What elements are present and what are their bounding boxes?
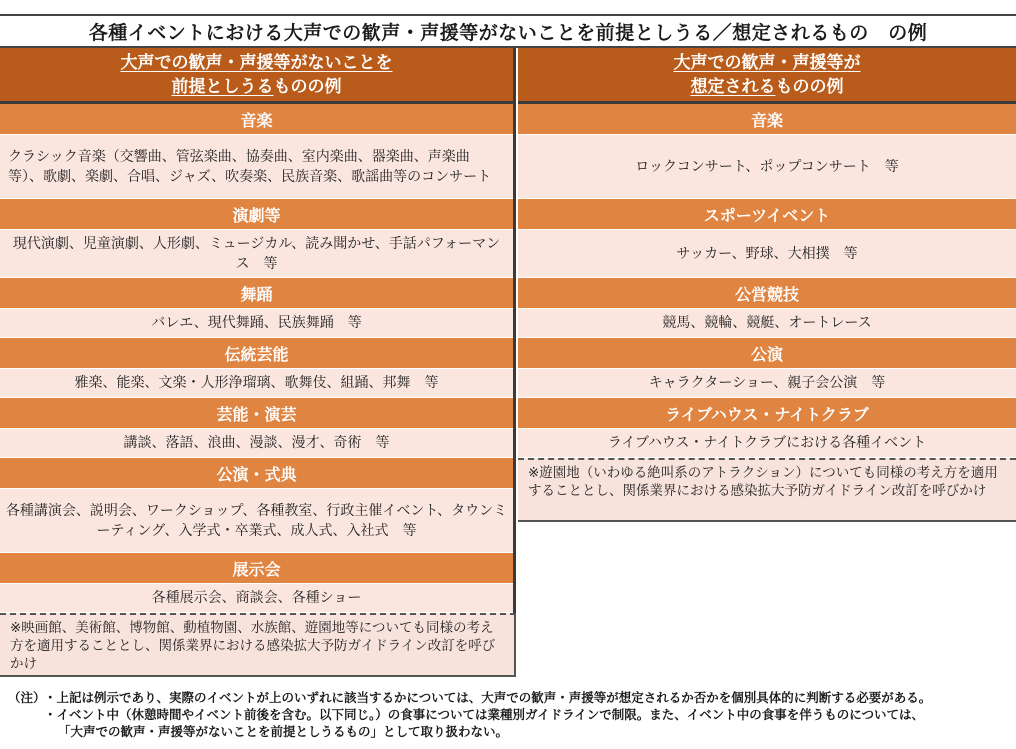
right-category-music: 音楽 bbox=[518, 104, 1016, 135]
left-items-dance: バレエ、現代舞踊、民族舞踊 等 bbox=[0, 309, 513, 338]
left-category-lectures-ceremonies: 公演・式典 bbox=[0, 458, 513, 489]
right-header-emphasis: 想定される bbox=[690, 76, 776, 97]
left-column-frame bbox=[0, 48, 516, 613]
left-category-exhibitions: 展示会 bbox=[0, 553, 513, 584]
left-category-entertainment: 芸能・演芸 bbox=[0, 398, 513, 429]
left-category-traditional-arts: 伝統芸能 bbox=[0, 338, 513, 369]
right-items-public-racing: 競馬、競輪、競艇、オートレース bbox=[518, 309, 1016, 338]
left-header-line1: 大声での歓声・声援等がないことを bbox=[120, 52, 393, 73]
footnote-line-3: 「大声での歓声・声援等がないことを前提としうるもの」として取り扱わない。 bbox=[58, 724, 509, 739]
left-category-dance: 舞踊 bbox=[0, 278, 513, 309]
footnote-line-2: ・イベント中（休憩時間やイベント前後を含む。以下同じ。）の食事については業種別ガイドラインで制限。また、イベント中の食事を伴うものについては、 bbox=[44, 707, 925, 722]
left-column bbox=[0, 48, 516, 677]
footnote-label: （注） bbox=[8, 690, 46, 705]
right-category-live-houses: ライブハウス・ナイトクラブ bbox=[518, 398, 1016, 429]
page-title: 各種イベントにおける大声での歓声・声援等がないことを前提としうる／想定されるもの の例 bbox=[0, 14, 1016, 48]
left-header-suffix: ものの例 bbox=[273, 76, 342, 97]
left-items-exhibitions: 各種展示会、商談会、各種ショー bbox=[0, 584, 513, 613]
right-items-live-houses: ライブハウス・ナイトクラブにおける各種イベント bbox=[518, 429, 1016, 458]
right-header-line1: 大声での歓声・声援等が bbox=[673, 52, 861, 73]
right-items-music: ロックコンサート、ポップコンサート 等 bbox=[518, 135, 1016, 199]
right-category-public-racing: 公営競技 bbox=[518, 278, 1016, 309]
cropped-top-text bbox=[0, 0, 1016, 8]
footnote-line-1: ・上記は例示であり、実際のイベントが上のいずれに該当するかについては、大声での歓声・声援等が想定されるか否かを個別具体的に判断する必要がある。 bbox=[44, 690, 932, 705]
footnote bbox=[0, 689, 1016, 740]
left-note: ※映画館、美術館、博物館、動植物園、水族館、遊園地等についても同様の考え方を適用することとし、関係業界における感染拡大予防ガイドライン改訂を呼びかけ bbox=[0, 613, 516, 677]
right-column bbox=[518, 48, 1016, 522]
right-header-suffix: ものの例 bbox=[775, 76, 844, 97]
left-items-lectures-ceremonies: 各種講演会、説明会、ワークショップ、各種教室、行政主催イベント、タウンミーティング、入学式・卒業式、成人式、入社式 等 bbox=[0, 489, 513, 553]
left-items-theater: 現代演劇、児童演劇、人形劇、ミュージカル、読み聞かせ、手話パフォーマンス 等 bbox=[0, 230, 513, 278]
right-items-sports: サッカー、野球、大相撲 等 bbox=[518, 230, 1016, 278]
right-items-performances: キャラクターショー、親子会公演 等 bbox=[518, 369, 1016, 398]
left-items-entertainment: 講談、落語、浪曲、漫談、漫才、奇術 等 bbox=[0, 429, 513, 458]
right-column-header bbox=[518, 48, 1016, 104]
left-column-header bbox=[0, 48, 513, 104]
right-category-sports: スポーツイベント bbox=[518, 199, 1016, 230]
right-category-performances: 公演 bbox=[518, 338, 1016, 369]
left-category-music: 音楽 bbox=[0, 104, 513, 135]
left-header-emphasis: 前提としうる bbox=[171, 76, 274, 97]
left-category-theater: 演劇等 bbox=[0, 199, 513, 230]
left-items-music: クラシック音楽（交響曲、管弦楽曲、協奏曲、室内楽曲、器楽曲、声楽曲 等）、歌劇、楽劇、合唱、ジャズ、吹奏楽、民族音楽、歌謡曲等のコンサート bbox=[0, 135, 513, 199]
right-note: ※遊園地（いわゆる絶叫系のアトラクション）についても同様の考え方を適用することとし、関係業界における感染拡大予防ガイドライン改訂を呼びかけ bbox=[518, 458, 1016, 522]
left-items-traditional-arts: 雅楽、能楽、文楽・人形浄瑠璃、歌舞伎、組踊、邦舞 等 bbox=[0, 369, 513, 398]
